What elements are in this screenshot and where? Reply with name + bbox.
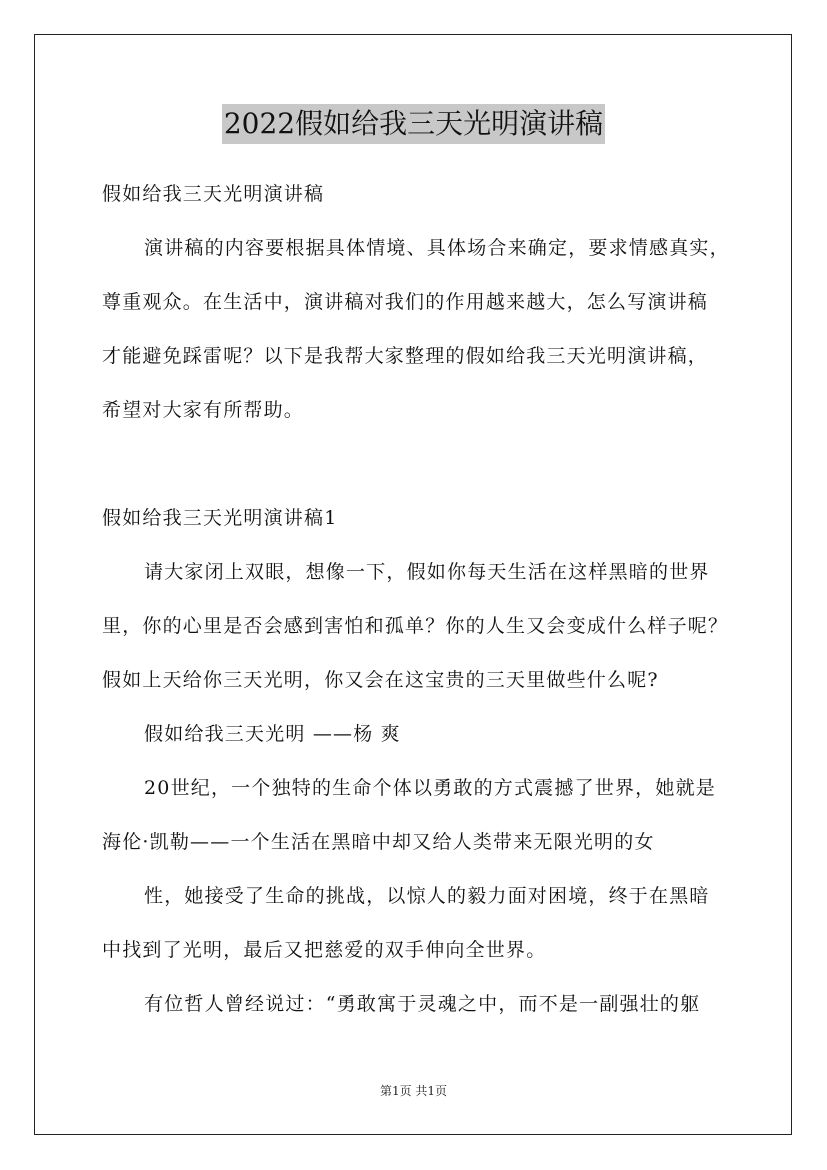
document-title: 2022假如给我三天光明演讲稿: [222, 104, 605, 144]
paragraph-line: 假如上天给你三天光明，你又会在这宝贵的三天里做些什么呢?: [102, 669, 659, 691]
paragraph-line: 尊重观众。在生活中，演讲稿对我们的作用越来越大，怎么写演讲稿: [102, 291, 709, 313]
title-container: [0, 104, 827, 144]
paragraph-line: 海伦·凯勒——一个生活在黑暗中却又给人类带来无限光明的女: [102, 831, 655, 853]
paragraph-line: 性，她接受了生命的挑战，以惊人的毅力面对困境，终于在黑暗: [144, 885, 710, 907]
subtitle-line: 假如给我三天光明 ——杨 爽: [144, 723, 401, 745]
paragraph-line: 有位哲人曾经说过：“勇敢寓于灵魂之中，而不是一副强壮的躯: [144, 993, 701, 1015]
paragraph-line: 演讲稿的内容要根据具体情境、具体场合来确定，要求情感真实，: [144, 237, 730, 259]
paragraph-line: 20世纪，一个独特的生命个体以勇敢的方式震撼了世界，她就是: [144, 777, 716, 799]
paragraph-line: 才能避免踩雷呢？以下是我帮大家整理的假如给我三天光明演讲稿，: [102, 345, 709, 367]
section-heading: 假如给我三天光明演讲稿: [102, 183, 325, 205]
page-footer: 第1页 共1页: [379, 1084, 448, 1098]
paragraph-line: 里，你的心里是否会感到害怕和孤单？你的人生又会变成什么样子呢？: [102, 615, 729, 637]
paragraph-line: 中找到了光明，最后又把慈爱的双手伸向全世界。: [102, 939, 547, 961]
paragraph-line: 请大家闭上双眼，想像一下，假如你每天生活在这样黑暗的世界: [144, 561, 710, 583]
paragraph-line: 希望对大家有所帮助。: [102, 399, 305, 421]
section-heading: 假如给我三天光明演讲稿1: [102, 507, 338, 529]
